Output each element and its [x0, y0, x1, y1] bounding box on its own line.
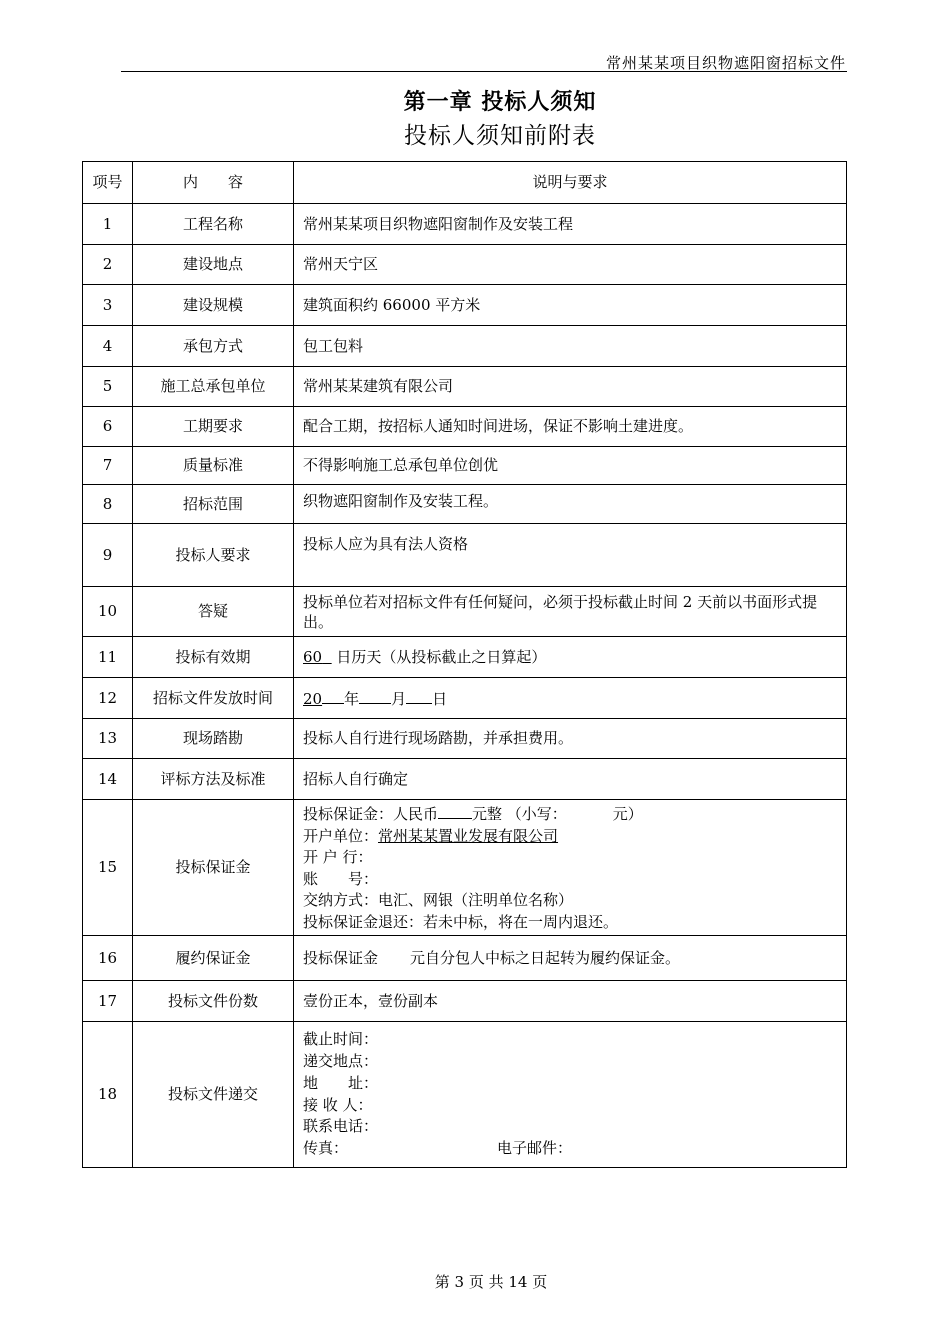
- row-no: 1: [83, 204, 133, 245]
- row-item: 承包方式: [133, 326, 294, 367]
- row-item: 建设地点: [133, 245, 294, 285]
- row-desc: 配合工期，按招标人通知时间进场，保证不影响土建进度。: [294, 407, 847, 447]
- validity-days: 60: [303, 647, 323, 666]
- row-item: 评标方法及标准: [133, 759, 294, 800]
- table-row: [83, 326, 847, 367]
- row-item: 招标文件发放时间: [133, 678, 294, 719]
- row-no: 11: [83, 637, 133, 678]
- row-desc: 常州某某建筑有限公司: [294, 367, 847, 407]
- row-desc: 投标保证金 元自分包人中标之日起转为履约保证金。: [294, 936, 847, 981]
- header-divider: [121, 71, 847, 72]
- table-row: [83, 285, 847, 326]
- bidder-instructions-table: [82, 161, 847, 1168]
- row-no: 15: [83, 800, 133, 936]
- row-no: 5: [83, 367, 133, 407]
- row-no: 18: [83, 1022, 133, 1168]
- row-no: 16: [83, 936, 133, 981]
- table-title: 投标人须知前附表: [404, 123, 596, 149]
- row-item: 投标保证金: [133, 800, 294, 936]
- row-no: 8: [83, 485, 133, 524]
- row-item: 质量标准: [133, 447, 294, 485]
- row-desc: 截止时间： 递交地点： 地 址： 接 收 人： 联系电话： 传真： 电子邮件：: [294, 1022, 847, 1168]
- table-row: [83, 1022, 847, 1168]
- document-header-title: 常州某某项目织物遮阳窗招标文件: [605, 54, 846, 72]
- year-blank: [322, 687, 344, 704]
- row-desc: 投标保证金：人民币 元整 （小写： 元） 开户单位：常州某某置业发展有限公司 开 户 行： 账 号： 交纳方式：电汇、网银（注明单位名称） 投标保证金退还：若未中标，将在一周内退还。: [294, 800, 847, 936]
- row-item: 施工总承包单位: [133, 367, 294, 407]
- table-row: [83, 204, 847, 245]
- table-row: [83, 719, 847, 759]
- row-no: 12: [83, 678, 133, 719]
- table-row: [83, 587, 847, 637]
- row-no: 17: [83, 981, 133, 1022]
- row-item: 招标范围: [133, 485, 294, 524]
- page-number: 第 3 页 共 14 页: [434, 1273, 548, 1291]
- row-no: 13: [83, 719, 133, 759]
- row-item: 建设规模: [133, 285, 294, 326]
- day-blank: [406, 687, 432, 704]
- row-desc: 建筑面积约 66000 平方米: [294, 285, 847, 326]
- row-no: 2: [83, 245, 133, 285]
- row-item: 投标文件份数: [133, 981, 294, 1022]
- row-item: 现场踏勘: [133, 719, 294, 759]
- row-item: 答疑: [133, 587, 294, 637]
- row-no: 6: [83, 407, 133, 447]
- table-row: [83, 447, 847, 485]
- row-item: 工期要求: [133, 407, 294, 447]
- row-desc: 常州某某项目织物遮阳窗制作及安装工程: [294, 204, 847, 245]
- table-row: [83, 936, 847, 981]
- table-row: [83, 800, 847, 936]
- header-content: 内 容: [133, 162, 294, 204]
- row-desc: 包工包料: [294, 326, 847, 367]
- row-no: 7: [83, 447, 133, 485]
- table-row: [83, 485, 847, 524]
- header-desc: 说明与要求: [294, 162, 847, 204]
- row-desc: 招标人自行确定: [294, 759, 847, 800]
- month-blank: [359, 687, 391, 704]
- row-desc: 投标人自行进行现场踏勘，并承担费用。: [294, 719, 847, 759]
- row-desc: 常州天宁区: [294, 245, 847, 285]
- table-row: [83, 678, 847, 719]
- table-row: [83, 637, 847, 678]
- row-desc: 织物遮阳窗制作及安装工程。: [294, 485, 847, 524]
- table-row: [83, 245, 847, 285]
- row-no: 4: [83, 326, 133, 367]
- row-desc: 20 年 月 日: [294, 678, 847, 719]
- table-row: [83, 981, 847, 1022]
- table-row: [83, 524, 847, 587]
- row-item: 投标人要求: [133, 524, 294, 587]
- row-no: 3: [83, 285, 133, 326]
- row-no: 10: [83, 587, 133, 637]
- row-desc: 投标人应为具有法人资格: [294, 524, 847, 587]
- header-no: 项号: [83, 162, 133, 204]
- row-item: 投标有效期: [133, 637, 294, 678]
- table-row: [83, 367, 847, 407]
- row-item: 工程名称: [133, 204, 294, 245]
- row-item: 投标文件递交: [133, 1022, 294, 1168]
- row-item: 履约保证金: [133, 936, 294, 981]
- table-row: [83, 407, 847, 447]
- row-desc: 投标单位若对招标文件有任何疑问，必须于投标截止时间 2 天前以书面形式提出。: [294, 587, 847, 637]
- deposit-amount-blank: [438, 802, 472, 819]
- row-desc: 60 日历天（从投标截止之日算起）: [294, 637, 847, 678]
- chapter-title: 第一章 投标人须知: [403, 90, 597, 115]
- row-desc: 不得影响施工总承包单位创优: [294, 447, 847, 485]
- row-no: 14: [83, 759, 133, 800]
- table-header-row: [83, 162, 847, 204]
- row-desc: 壹份正本，壹份副本: [294, 981, 847, 1022]
- row-no: 9: [83, 524, 133, 587]
- table-row: [83, 759, 847, 800]
